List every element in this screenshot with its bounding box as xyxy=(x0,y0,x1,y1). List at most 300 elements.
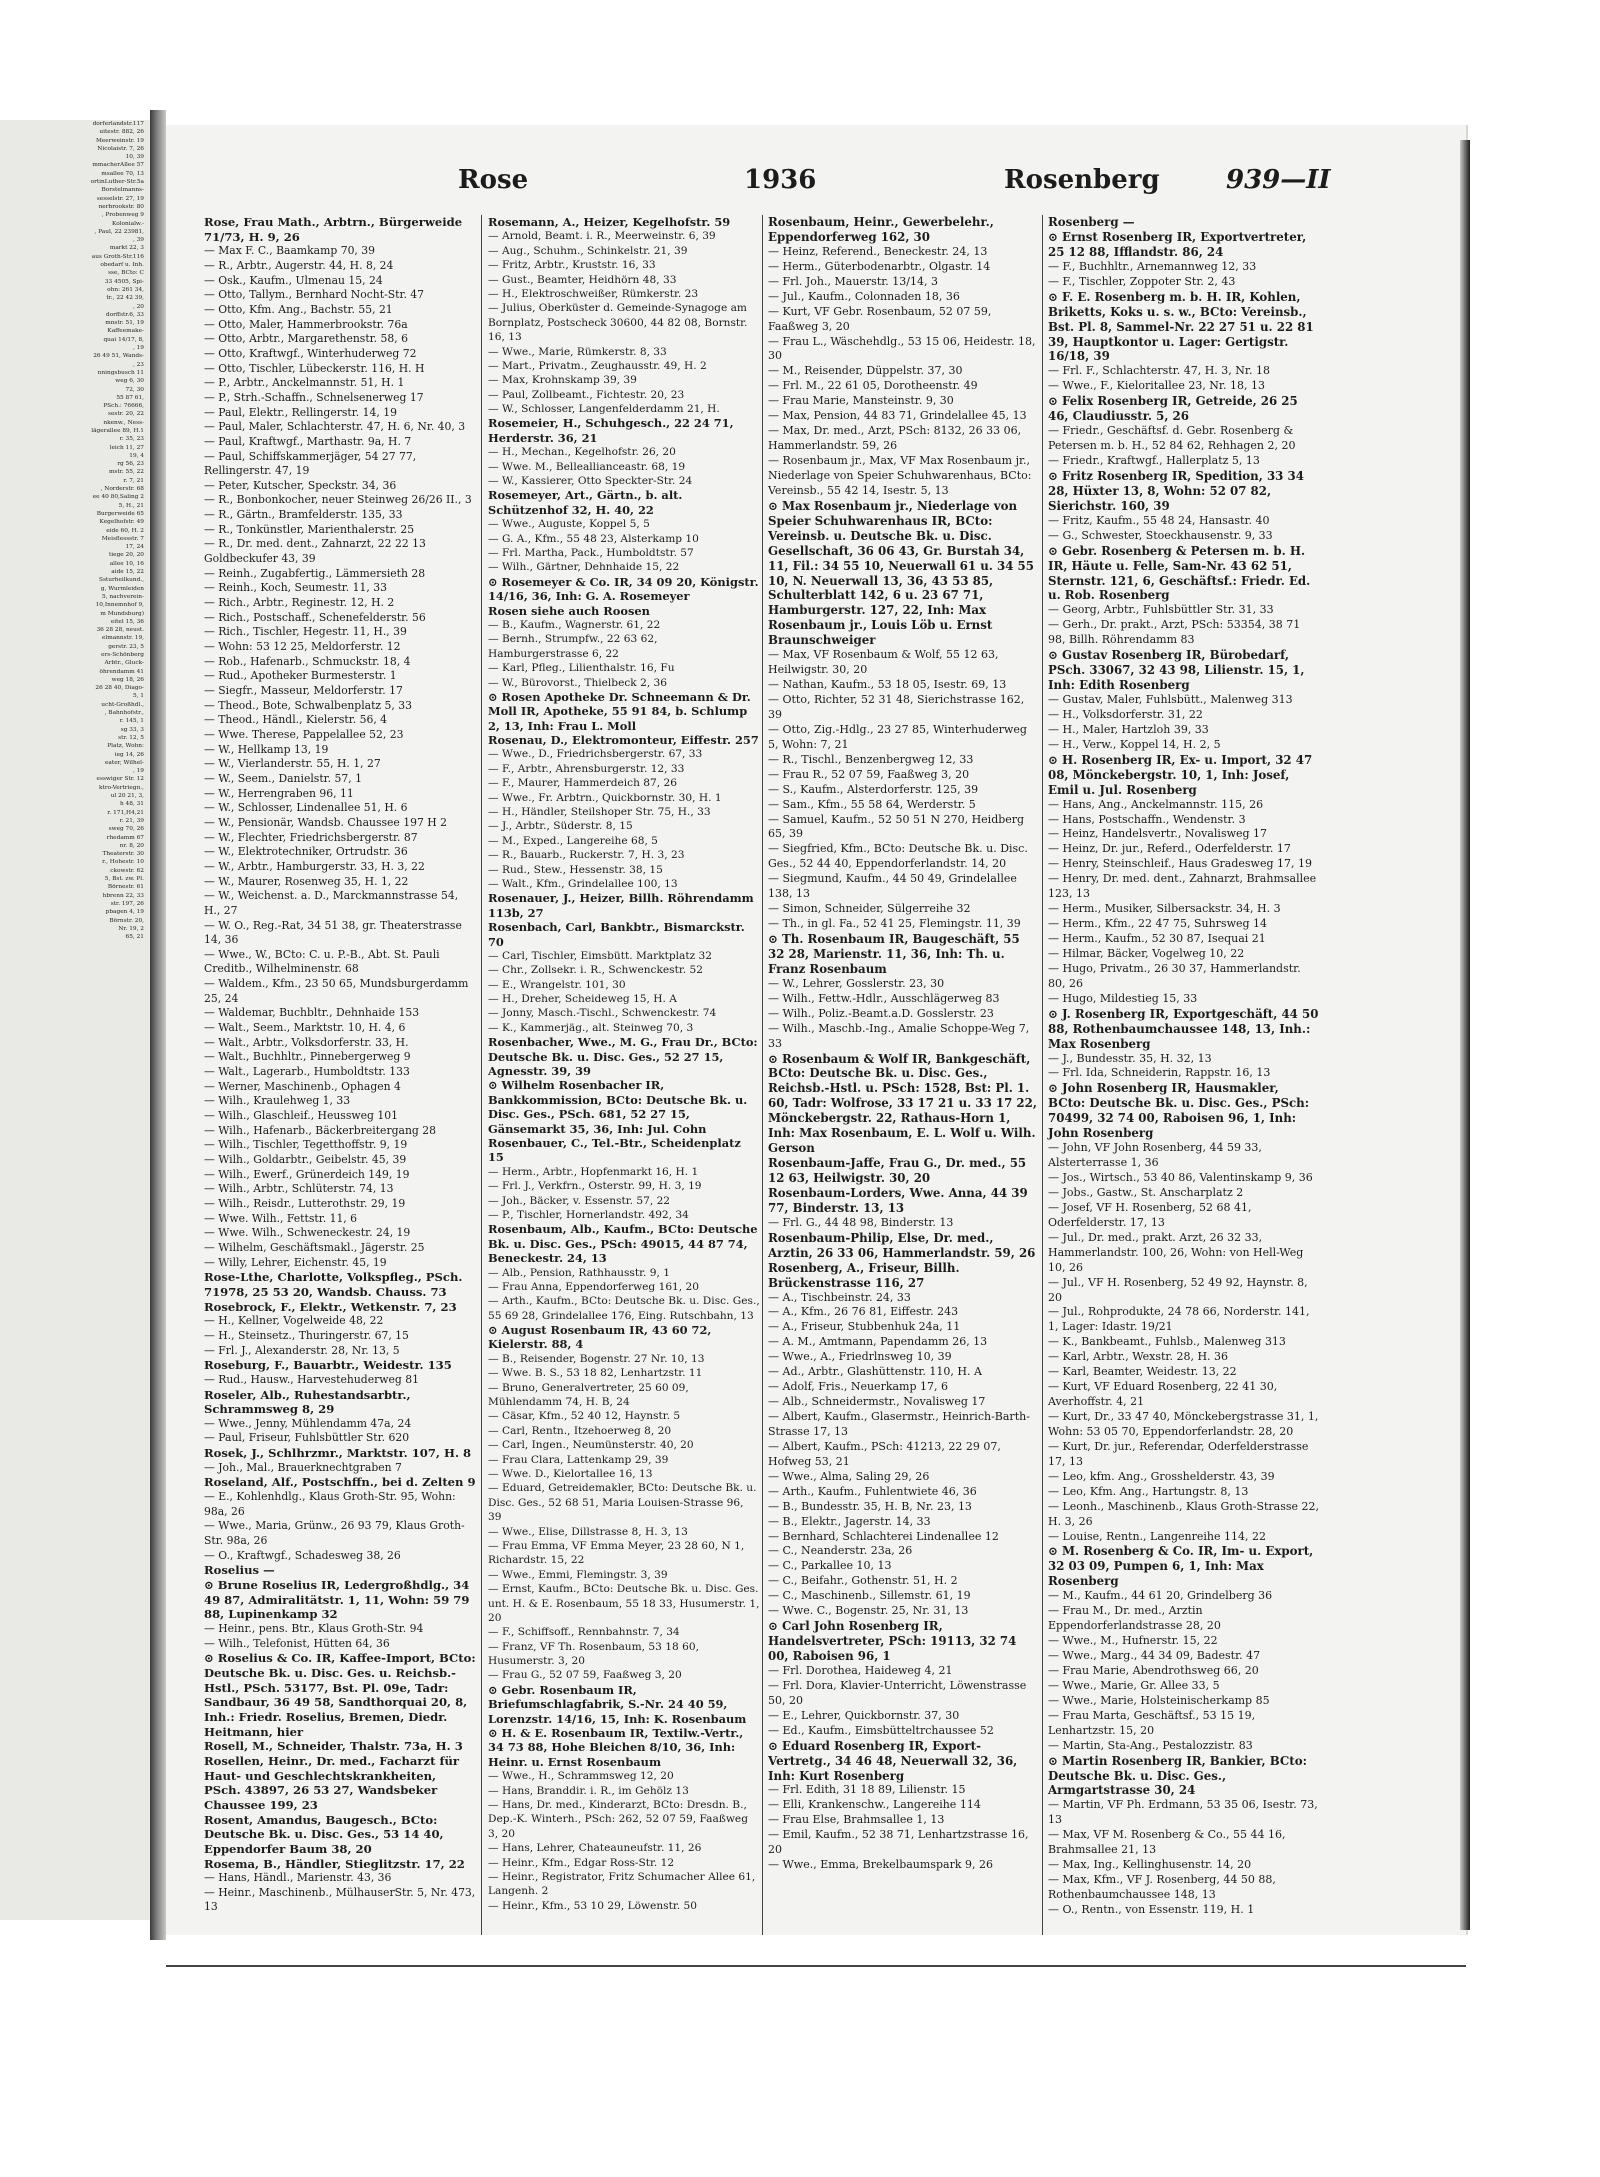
directory-entry: — Joh., Bäcker, v. Essenstr. 57, 22 xyxy=(488,1194,671,1207)
adjacent-page-line: öhrendamm 41 xyxy=(99,668,144,675)
directory-entry: Rosema, B., Händler, Stieglitzstr. 17, 22 xyxy=(204,1856,465,1871)
directory-entry: — Kurt, VF Gebr. Rosenbaum, 52 07 59, Faaßweg 3, 20 xyxy=(768,304,992,333)
directory-entry: — Franz, VF Th. Rosenbaum, 53 18 60, Husumerstr. 3, 20 xyxy=(488,1640,699,1668)
directory-entry: — H., Elektroschweißer, Rümkerstr. 23 xyxy=(488,287,699,300)
directory-entry: — Wilh., Tischler, Tegetthoffstr. 9, 19 xyxy=(204,1138,408,1152)
directory-entry: — Otto, Tallym., Bernhard Nocht-Str. 47 xyxy=(204,288,425,302)
directory-entry: — Elli, Krankenschw., Langereihe 114 xyxy=(768,1798,981,1812)
adjacent-page-line: quai 14/17, 8, xyxy=(103,336,144,343)
directory-column-3 xyxy=(768,215,1040,1873)
directory-entry: — W. O., Reg.-Rat, 34 51 38, gr. Theaterstrasse 14, 36 xyxy=(204,918,462,947)
directory-entry: — Wwe., Jenny, Mühlendamm 47a, 24 xyxy=(204,1416,412,1430)
directory-entry: — Hugo, Mildestieg 15, 33 xyxy=(1048,991,1198,1005)
directory-entry: — Max F. C., Baamkamp 70, 39 xyxy=(204,244,376,258)
directory-entry: — Theod., Bote, Schwalbenplatz 5, 33 xyxy=(204,698,413,712)
adjacent-page-line: nningsbusch 11 xyxy=(97,369,144,376)
directory-entry: Rosemeier, H., Schuhgesch., 22 24 71, Herderstr. 36, 21 xyxy=(488,416,734,445)
directory-entry: — Adolf, Fris., Neuerkamp 17, 6 xyxy=(768,1380,949,1394)
adjacent-page-line: r. 7, 21 xyxy=(123,477,144,484)
directory-entry: — Rud., Apotheker Burmesterstr. 1 xyxy=(204,669,397,683)
directory-entry: — Frau L., Wäschehdlg., 53 15 06, Heidestr. 18, 30 xyxy=(768,334,1036,363)
adjacent-page-line: , Norderstr. 68 xyxy=(100,486,144,493)
directory-entry: — Wwe., Emma, Brekelbaumspark 9, 26 xyxy=(768,1858,993,1872)
directory-entry: — Herm., Kaufm., 52 30 87, Isequai 21 xyxy=(1048,932,1266,945)
adjacent-page-line: Börnestr. 61 xyxy=(107,884,144,891)
directory-entry: — Herm., Kfm., 22 47 75, Suhrsweg 14 xyxy=(1048,917,1268,931)
directory-entry: — Gerh., Dr. prakt., Arzt, PSch: 53354, 38 71 98, Billh. Röhrendamm 83 xyxy=(1048,618,1301,647)
directory-entry: — M., Kaufm., 44 61 20, Grindelberg 36 xyxy=(1048,1589,1273,1603)
column-rule xyxy=(762,215,763,1935)
adjacent-page-line: 36 28 28, neust. xyxy=(96,627,144,634)
directory-entry: — H., Dreher, Scheideweg 15, H. A xyxy=(488,993,677,1006)
adjacent-page-line: , 19 xyxy=(132,768,144,775)
book-binding xyxy=(150,110,166,1940)
header-first-name: Rose xyxy=(458,165,529,195)
directory-entry: — Frl. J., Alexanderstr. 28, Nr. 13, 5 xyxy=(204,1343,400,1357)
directory-entry: — Frau Else, Brahmsallee 1, 13 xyxy=(768,1813,945,1827)
adjacent-page-line: tr., 22 42 39, xyxy=(106,295,144,302)
directory-entry: ⊙ F. E. Rosenberg m. b. H. IR, Kohlen, Briketts, Koks u. s. w., BCto: Vereinsb., Bst. Pl. 8, Sammel-Nr. 22 27 51 u. 22 81 39, Hauptkontor u. Lager: Gertigstr. 16/18, 39 xyxy=(1048,289,1314,364)
adjacent-page-line: 26 49 51, Wands- xyxy=(93,353,144,360)
directory-entry: — C., Beifahr., Gothenstr. 51, H. 2 xyxy=(768,1574,958,1588)
adjacent-page-line: ee 40 80,Saling 2 xyxy=(92,494,144,501)
adjacent-page-line: Borstelmanns- xyxy=(101,187,144,194)
adjacent-page-line: ul 20 21, 3, xyxy=(110,793,144,800)
directory-entry: — Otto, Zig.-Hdlg., 23 27 85, Winterhuderweg 5, Wohn: 7, 21 xyxy=(768,722,1027,751)
directory-entry: — Hans, Lehrer, Chateauneufstr. 11, 26 xyxy=(488,1842,702,1855)
directory-entry: — Wohn: 53 12 25, Meldorferstr. 12 xyxy=(204,640,401,654)
directory-entry: ⊙ Martin Rosenberg IR, Bankier, BCto: Deutsche Bk. u. Disc. Ges., Armgartstrasse 30, 24 xyxy=(1048,1753,1307,1798)
directory-entry: — Frl. Martha, Pack., Humboldtstr. 57 xyxy=(488,546,694,559)
directory-entry: — Eduard, Getreidemakler, BCto: Deutsche Bk. u. Disc. Ges., 52 68 51, Maria Louisen-Strasse 96, 39 xyxy=(488,1482,757,1524)
directory-entry: — W., Bürovorst., Thielbeck 2, 36 xyxy=(488,676,668,689)
directory-entry: — Wwe., Alma, Saling 29, 26 xyxy=(768,1469,930,1483)
directory-entry: — G. A., Kfm., 55 48 23, Alsterkamp 10 xyxy=(488,532,699,545)
directory-entry: — Waldem., Kfm., 23 50 65, Mundsburgerdamm 25, 24 xyxy=(204,977,469,1005)
directory-entry: — C., Maschinenb., Sillemstr. 61, 19 xyxy=(768,1589,971,1603)
header-page-number: 939—II xyxy=(1226,165,1331,195)
directory-entry: — Otto, Kraftwgf., Winterhuderweg 72 xyxy=(204,346,417,360)
directory-entry: — Fritz, Arbtr., Kruststr. 16, 33 xyxy=(488,259,656,272)
directory-entry: Rosenbaum, Heinr., Gewerbelehr., Eppendorferweg 162, 30 xyxy=(768,215,994,244)
directory-entry: — Frau Marta, Geschäftsf., 53 15 19, Lenhartzstr. 15, 20 xyxy=(1048,1708,1256,1737)
directory-entry: — Siegmund, Kaufm., 44 50 49, Grindelallee 138, 13 xyxy=(768,872,1017,901)
adjacent-page-line: , Paul, 22 23981, xyxy=(94,228,144,235)
column-rule xyxy=(1042,215,1043,1935)
directory-entry: — Rud., Stew., Hessenstr. 38, 15 xyxy=(488,863,663,876)
adjacent-page-line: msallee 70, 13 xyxy=(101,170,144,177)
directory-page xyxy=(166,125,1466,1935)
directory-entry: — Ad., Arbtr., Glashüttenstr. 110, H. A xyxy=(768,1365,982,1379)
directory-entry: — Hilmar, Bäcker, Vogelweg 10, 22 xyxy=(1048,946,1245,960)
adjacent-page-line: aus Groth-Str.116 xyxy=(91,253,144,260)
directory-entry: — Jul., VF H. Rosenberg, 52 49 92, Haynstr. 8, 20 xyxy=(1048,1275,1308,1304)
directory-entry: — Frl. Ida, Schneiderin, Rappstr. 16, 13 xyxy=(1048,1066,1271,1080)
directory-entry: — A. M., Amtmann, Papendamm 26, 13 xyxy=(768,1335,988,1349)
directory-entry: — Wwe., Marie, Gr. Allee 33, 5 xyxy=(1048,1678,1220,1692)
adjacent-page-line: nr. 8, 20 xyxy=(119,842,144,849)
adjacent-page-line: 5, nachverein- xyxy=(102,593,144,600)
directory-entry: — Wwe. D., Kielortallee 16, 13 xyxy=(488,1467,653,1480)
directory-entry: — H., Verw., Koppel 14, H. 2, 5 xyxy=(1048,737,1221,751)
directory-entry: — Kurt, Dr. jur., Referendar, Oderfelderstrasse 17, 13 xyxy=(1048,1439,1309,1468)
adjacent-page-line: Meerweinstr. 19 xyxy=(95,137,144,144)
adjacent-page-line: sg 33, 3 xyxy=(120,726,144,733)
directory-entry: — Friedr., Kraftwgf., Hallerplatz 5, 13 xyxy=(1048,454,1260,467)
directory-entry: — Bernhard, Schlachterei Lindenallee 12 xyxy=(768,1529,999,1543)
directory-entry: — Friedr., Geschäftsf. d. Gebr. Rosenberg & Petersen m. b. H., 52 84 62, Rehhagen 2, 20 xyxy=(1048,424,1296,453)
directory-entry: — Wwe. B. S., 53 18 82, Lenhartzstr. 11 xyxy=(488,1367,703,1380)
adjacent-page-line: r. 145, 1 xyxy=(119,718,144,725)
directory-entry: — Walt., Seem., Marktstr. 10, H. 4, 6 xyxy=(204,1021,406,1035)
adjacent-page-line: eater, Wilhel- xyxy=(104,759,144,766)
directory-entry: — W., Maurer, Rosenweg 35, H. 1, 22 xyxy=(204,874,409,888)
directory-entry: — R., Bonbonkocher, neuer Steinweg 26/26 II., 3 xyxy=(204,493,472,507)
directory-entry: — Frau G., 52 07 59, Faaßweg 3, 20 xyxy=(488,1669,682,1682)
directory-entry: — H., Mechan., Kegelhofstr. 26, 20 xyxy=(488,446,676,459)
directory-entry: — O., Rentn., von Essenstr. 119, H. 1 xyxy=(1048,1902,1255,1916)
adjacent-page-line: nerbrookstr. 80 xyxy=(98,203,144,210)
directory-entry: — W., Seem., Danielstr. 57, 1 xyxy=(204,771,362,785)
directory-entry: — Werner, Maschinenb., Ophagen 4 xyxy=(204,1079,401,1093)
adjacent-page-line: ckowstr. 62 xyxy=(110,867,144,874)
adjacent-page-line: Arbtr., Gluck- xyxy=(104,660,144,667)
adjacent-page-line: 33 4505, Spi- xyxy=(104,278,144,285)
directory-entry: — Waldemar, Buchbltr., Dehnhaide 153 xyxy=(204,1006,420,1020)
directory-entry: — Wilh., Arbtr., Schlüterstr. 74, 13 xyxy=(204,1182,394,1196)
directory-entry: ⊙ Rosen Apotheke Dr. Schneemann & Dr. Moll IR, Apotheke, 55 91 84, b. Schlump 2, 13, Inh: Frau L. Moll xyxy=(488,689,751,733)
directory-entry: — Wwe., Elise, Dillstrasse 8, H. 3, 13 xyxy=(488,1525,688,1538)
directory-entry: — M., Exped., Langereihe 68, 5 xyxy=(488,834,658,847)
directory-entry: — Wilh., Gärtner, Dehnhaide 15, 22 xyxy=(488,561,680,574)
page-edge-shadow xyxy=(1460,140,1470,1930)
adjacent-page-line: 55 87 61, xyxy=(116,394,144,401)
directory-entry: — Wwe., Fr. Arbtrn., Quickbornstr. 30, H. 1 xyxy=(488,791,722,804)
directory-entry: — Otto, Richter, 52 31 48, Sierichstrasse 162, 39 xyxy=(768,693,1025,721)
directory-entry: — Jul., Kaufm., Colonnaden 18, 36 xyxy=(768,289,960,303)
adjacent-page-line: 72, 30 xyxy=(125,386,144,393)
directory-entry: Roseler, Alb., Ruhestandsarbtr., Schrammsweg 8, 29 xyxy=(204,1387,411,1417)
adjacent-page-line: 17, 24 xyxy=(125,544,144,551)
directory-entry: — Wwe., H., Schrammsweg 12, 20 xyxy=(488,1770,674,1783)
directory-entry: — Georg, Arbtr., Fuhlsbüttler Str. 31, 33 xyxy=(1048,603,1274,617)
directory-entry: Roselius — xyxy=(204,1563,275,1578)
directory-entry: — Jobs., Gastw., St. Anscharplatz 2 xyxy=(1048,1185,1244,1199)
directory-entry: Rosent, Amandus, Baugesch., BCto: Deutsche Bk. u. Disc. Ges., 53 14 40, Eppendorfer Baum 38, 20 xyxy=(204,1812,444,1856)
directory-entry: Rose-Lthe, Charlotte, Volkspfleg., PSch. 71978, 25 53 20, Wandsb. Chauss. 73 xyxy=(204,1270,463,1299)
adjacent-page-line: dorferlandstr.117 xyxy=(92,121,144,127)
adjacent-page-line: Kolonialw.- xyxy=(112,220,144,227)
adjacent-page-line: Meisflessstr. 7 xyxy=(101,535,144,542)
directory-entry: Roseburg, F., Bauarbtr., Weidestr. 135 xyxy=(204,1358,452,1373)
directory-entry: Rosenbach, Carl, Bankbtr., Bismarckstr. 70 xyxy=(488,920,745,949)
directory-entry: — Wwe. Wilh., Fettstr. 11, 6 xyxy=(204,1211,358,1225)
directory-entry: Rosenberg — xyxy=(1048,215,1135,229)
adjacent-page-line: 5, H., 21 xyxy=(118,502,144,509)
directory-entry: — B., Reisender, Bogenstr. 27 Nr. 10, 13 xyxy=(488,1352,705,1365)
directory-entry: — A., Friseur, Stubbenhuk 24a, 11 xyxy=(768,1320,961,1334)
directory-entry: — Otto, Kfm. Ang., Bachstr. 55, 21 xyxy=(204,302,393,316)
directory-entry: — Wwe., D., Friedrichsbergerstr. 67, 33 xyxy=(488,748,703,761)
directory-entry: — Th., in gl. Fa., 52 41 25, Flemingstr. 11, 39 xyxy=(768,917,1021,931)
directory-entry: — J., Bundesstr. 35, H. 32, 13 xyxy=(1048,1051,1212,1065)
directory-entry: — H., Steinsetz., Thuringerstr. 67, 15 xyxy=(204,1328,409,1342)
directory-entry: — Paul, Maler, Schlachterstr. 47, H. 6, Nr. 40, 3 xyxy=(204,420,466,434)
directory-entry: — G., Schwester, Stoeckhausenstr. 9, 33 xyxy=(1048,528,1273,542)
directory-entry: — Heinz, Referend., Beneckestr. 24, 13 xyxy=(768,244,988,258)
adjacent-page-line: uitestr. 882, 26 xyxy=(99,129,144,136)
adjacent-page-line: ortinLuther-Str.5a xyxy=(90,179,144,186)
directory-entry: ⊙ Carl John Rosenberg IR, Handelsvertreter, PSch: 19113, 32 74 00, Raboisen 96, 1 xyxy=(768,1619,1017,1663)
directory-entry: — H., Kellner, Vogelweide 48, 22 xyxy=(204,1314,384,1328)
adjacent-page-line: m Mundsburg) xyxy=(100,610,144,617)
adjacent-page-line: str. 197, 26 xyxy=(110,900,144,907)
directory-entry: — Frl. Dora, Klavier-Unterricht, Löwenstrasse 50, 20 xyxy=(768,1678,1027,1707)
directory-entry: — Alb., Schneidermstr., Novalisweg 17 xyxy=(768,1395,986,1409)
header-last-name: Rosenberg xyxy=(1004,165,1160,195)
directory-entry: — E., Wrangelstr. 101, 30 xyxy=(488,978,626,991)
adjacent-page-line: sesselstr. 27, 19 xyxy=(96,195,144,202)
adjacent-page-line: rg 56, 23 xyxy=(117,461,144,468)
directory-entry: — W., Flechter, Friedrichsbergerstr. 87 xyxy=(204,830,418,844)
directory-entry: ⊙ Eduard Rosenberg IR, Export-Vertretg., 34 46 48, Neuerwall 32, 36, Inh: Kurt Rosenberg xyxy=(768,1738,1018,1783)
directory-entry: Rosek, J., Schlhrzmr., Marktstr. 107, H. 8 xyxy=(204,1446,472,1461)
directory-entry: — Paul, Schiffskammerjäger, 54 27 77, Rellingerstr. 47, 19 xyxy=(204,449,417,478)
directory-entry: ⊙ Brune Roselius IR, Ledergroßhdlg., 34 49 87, Admiralitätstr. 1, 11, Wohn: 59 79 88, Lupinenkamp 32 xyxy=(204,1578,470,1622)
directory-entry: — F., Tischler, Zoppoter Str. 2, 43 xyxy=(1048,274,1236,288)
directory-entry: — Leo, kfm. Ang., Grosshelderstr. 43, 39 xyxy=(1048,1469,1275,1483)
directory-column-1 xyxy=(204,215,476,1915)
directory-entry: — Walt., Arbtr., Volksdorferstr. 33, H. xyxy=(204,1035,409,1049)
directory-entry: — W., Schlosser, Langenfelderdamm 21, H. xyxy=(488,403,720,416)
directory-entry: — W., Schlosser, Lindenallee 51, H. 6 xyxy=(204,801,408,815)
adjacent-page-line: 10,Innemnhof 9, xyxy=(95,602,144,609)
directory-entry: — Jos., Wirtsch., 53 40 86, Valentinskamp 9, 36 xyxy=(1048,1171,1313,1184)
directory-entry: Rosenbacher, Wwe., M. G., Frau Dr., BCto: Deutsche Bk. u. Disc. Ges., 52 27 15, Agnesstr. 39, 39 xyxy=(488,1035,758,1079)
directory-entry: — R., Tonkünstler, Marienthalerstr. 25 xyxy=(204,522,415,536)
directory-entry: — F., Schiffsoff., Rennbahnstr. 7, 34 xyxy=(488,1626,680,1639)
directory-entry: — Arnold, Beamt. i. R., Meerweinstr. 6, 39 xyxy=(488,230,716,243)
directory-entry: — Bernh., Strumpfw., 22 63 62, Hamburgerstrasse 6, 22 xyxy=(488,633,658,660)
directory-entry: — Albert, Kaufm., PSch: 41213, 22 29 07, Hofweg 53, 21 xyxy=(768,1439,1001,1468)
column-rule xyxy=(481,215,482,1935)
directory-entry: — Kurt, Dr., 33 47 40, Mönckebergstrasse 31, 1, Wohn: 53 05 70, Eppendorferlandstr. 28, 20 xyxy=(1048,1410,1319,1438)
directory-entry: — W., Weichenst. a. D., Marckmannstrasse 54, H., 27 xyxy=(204,889,459,917)
directory-entry: — H., Händler, Steilshoper Str. 75, H., 33 xyxy=(488,806,711,819)
directory-entry: — Heinr., pens. Btr., Klaus Groth-Str. 94 xyxy=(204,1622,424,1635)
directory-entry: — Heinr., Kfm., Edgar Ross-Str. 12 xyxy=(488,1856,675,1869)
directory-entry: — Max, VF Rosenbaum & Wolf, 55 12 63, Heilwigstr. 30, 20 xyxy=(768,648,999,677)
directory-entry: — F., Maurer, Hammerdeich 87, 26 xyxy=(488,777,677,790)
directory-entry: — Jul., Dr. med., prakt. Arzt, 26 32 33, Hammerlandstr. 100, 26, Wohn: von Hell-Weg 10, 26 xyxy=(1048,1230,1304,1274)
directory-entry: Rosellen, Heinr., Dr. med., Facharzt für Haut- und Geschlechtskrankheiten, PSch. 43897, 26 53 27, Wandsbeker Chaussee 199, 23 xyxy=(204,1753,460,1812)
directory-entry: — A., Tischbeinstr. 24, 33 xyxy=(768,1290,911,1304)
adjacent-page-line: ucht-Großhdl., xyxy=(101,701,144,708)
directory-entry: — Rob., Hafenarb., Schmuckstr. 18, 4 xyxy=(204,654,411,668)
adjacent-page-line: g, Wurmleiden xyxy=(100,585,144,592)
directory-entry: — C., Parkallee 10, 13 xyxy=(768,1559,892,1573)
directory-entry: Roseland, Alf., Postschffn., bei d. Zelten 9 xyxy=(204,1475,476,1490)
directory-entry: — Rich., Arbtr., Reginestr. 12, H. 2 xyxy=(204,596,395,610)
directory-entry: — Wilh., Fettw.-Hdlr., Ausschlägerweg 83 xyxy=(768,991,1000,1005)
adjacent-page-line: Ssturheilkund., xyxy=(98,577,144,584)
directory-entry: — W., Hellkamp 13, 19 xyxy=(204,742,329,756)
directory-entry: — R., Arbtr., Augerstr. 44, H. 8, 24 xyxy=(204,258,394,272)
directory-entry: — Wwe., W., BCto: C. u. P.-B., Abt. St. Pauli Creditb., Wilhelminenstr. 68 xyxy=(204,947,440,976)
adjacent-page-line: elmannstr. 19, xyxy=(101,635,144,642)
directory-entry: — Hans, Dr. med., Kinderarzt, BCto: Dresdn. B., Dep.-K. Winterh., PSch: 262, 52 07 59, Faaßweg 3, 20 xyxy=(488,1798,748,1840)
directory-entry: — Max, Krohnskamp 39, 39 xyxy=(488,374,637,387)
adjacent-page-line: , Bahnhofstr., xyxy=(104,710,144,717)
directory-entry: Rosenau, D., Elektromonteur, Eiffestr. 257 xyxy=(488,733,759,748)
directory-entry: — Max, Kfm., VF J. Rosenberg, 44 50 88, Rothenbaumchaussee 148, 13 xyxy=(1048,1873,1276,1901)
page-header xyxy=(166,165,1466,201)
directory-entry: — W., Pensionär, Wandsb. Chaussee 197 H 2 xyxy=(204,815,448,829)
directory-entry: — Max, VF M. Rosenberg & Co., 55 44 16, Brahmsallee 21, 13 xyxy=(1048,1828,1286,1857)
adjacent-page-line: Theaterstr. 30 xyxy=(102,851,144,858)
adjacent-page-line: ktro-Vertriegn., xyxy=(98,784,144,791)
adjacent-page-line: mmacherAllee 57 xyxy=(92,162,144,169)
directory-entry: — Rud., Hausw., Harvestehuderweg 81 xyxy=(204,1372,419,1386)
adjacent-page-line: , 39 xyxy=(132,237,144,244)
directory-entry: — Frau R., 52 07 59, Faaßweg 3, 20 xyxy=(768,767,970,781)
directory-entry: — Mart., Privatm., Zeughausstr. 49, H. 2 xyxy=(488,359,707,372)
directory-entry: — Arth., Kaufm., Fuhlentwiete 46, 36 xyxy=(768,1484,977,1498)
adjacent-page-line: dorffstr.6, 33 xyxy=(105,311,144,318)
adjacent-page-line: pbagen 4, 19 xyxy=(105,909,144,916)
adjacent-page-line: sweg 70, 26 xyxy=(108,826,144,833)
directory-entry: Rosebrock, F., Elektr., Wetkenstr. 7, 23 xyxy=(204,1299,457,1314)
directory-entry: — Sam., Kfm., 55 58 64, Werderstr. 5 xyxy=(768,797,976,811)
directory-entry: — Wilh., Poliz.-Beamt.a.D. Gosslerstr. 23 xyxy=(768,1006,994,1020)
directory-entry: — Josef, VF H. Rosenberg, 52 68 41, Oderfelderstr. 17, 13 xyxy=(1048,1200,1252,1229)
directory-entry: — Aug., Schuhm., Schinkelstr. 21, 39 xyxy=(488,244,688,257)
directory-entry: — Otto, Maler, Hammerbrookstr. 76a xyxy=(204,317,408,331)
directory-entry: ⊙ J. Rosenberg IR, Exportgeschäft, 44 50 88, Rothenbaumchaussee 148, 13, Inh.: Max Rosenberg xyxy=(1048,1006,1319,1051)
directory-entry: Rosemeyer, Art., Gärtn., b. alt. Schützenhof 32, H. 40, 22 xyxy=(488,488,683,517)
directory-entry: — B., Bundesstr. 35, H. B, Nr. 23, 13 xyxy=(768,1499,972,1513)
directory-entry: — Wilh., Telefonist, Hütten 64, 36 xyxy=(204,1636,390,1650)
adjacent-page-line: gerstr. 23, 5 xyxy=(108,643,144,650)
directory-entry: — Carl, Ingen., Neumünsterstr. 40, 20 xyxy=(488,1439,694,1452)
directory-entry: — Frl. Joh., Mauerstr. 13/14, 3 xyxy=(768,274,938,288)
directory-entry: — W., Elektrotechniker, Ortrudstr. 36 xyxy=(204,845,408,859)
adjacent-page-line: weg 6, 30 xyxy=(115,378,144,385)
directory-entry: — Wwe., Auguste, Koppel 5, 5 xyxy=(488,518,650,531)
adjacent-page-line: r. 35, 23 xyxy=(119,436,144,443)
directory-entry: — B., Elektr., Jagerstr. 14, 33 xyxy=(768,1514,931,1528)
directory-entry: — Walt., Kfm., Grindelallee 100, 13 xyxy=(488,877,678,890)
directory-entry: — Chr., Zollsekr. i. R., Schwenckestr. 52 xyxy=(488,964,703,977)
directory-entry: — Louise, Rentn., Langenreihe 114, 22 xyxy=(1048,1529,1266,1543)
directory-entry: — Herm., Güterbodenarbtr., Olgastr. 14 xyxy=(768,259,991,273)
directory-entry: ⊙ Wilhelm Rosenbacher IR, Bankkommission, BCto: Deutsche Bk. u. Disc. Ges., PSch. 681, 52 27 15, Gänsemarkt 35, 36, Inh: Jul. Cohn xyxy=(488,1078,748,1136)
directory-entry: — Hans, Branddir. i. R., im Gehölz 13 xyxy=(488,1784,689,1797)
adjacent-page-line: Kegelhofstr. 49 xyxy=(99,519,144,526)
adjacent-page-line: ieg 14, 26 xyxy=(114,751,144,758)
adjacent-page-line: aide 15, 22 xyxy=(111,569,144,576)
directory-entry: — Wwe. Wilh., Schweneckestr. 24, 19 xyxy=(204,1226,411,1240)
adjacent-page-strip xyxy=(0,120,153,1920)
header-year: 1936 xyxy=(744,165,817,195)
directory-entry: — Max, Pension, 44 83 71, Grindelallee 45, 13 xyxy=(768,409,1027,423)
directory-entry: — Wwe., M., Hufnerstr. 15, 22 xyxy=(1048,1634,1218,1648)
directory-entry: — Fritz, Kaufm., 55 48 24, Hansastr. 40 xyxy=(1048,513,1270,527)
directory-entry: — Wilh., Goldarbtr., Geibelstr. 45, 39 xyxy=(204,1153,407,1166)
directory-entry: Rosenbaum-Jaffe, Frau G., Dr. med., 55 12 63, Heilwigstr. 30, 20 xyxy=(768,1156,1027,1185)
directory-entry: — Martin, VF Ph. Erdmann, 53 35 06, Isestr. 73, 13 xyxy=(1048,1798,1318,1827)
directory-entry: — Bruno, Generalvertreter, 25 60 09, Mühlendamm 74, H. B, 24 xyxy=(488,1381,689,1409)
adjacent-page-line: mstr. 55, 22 xyxy=(108,469,144,476)
directory-entry: — Frl. G., 44 48 98, Binderstr. 13 xyxy=(768,1215,954,1229)
adjacent-page-line: sestr. 20, 22 xyxy=(108,411,144,418)
directory-entry: ⊙ August Rosenbaum IR, 43 60 72, Kielerstr. 88, 4 xyxy=(488,1323,712,1352)
directory-entry: — E., Lehrer, Quickbornstr. 37, 30 xyxy=(768,1708,960,1722)
directory-entry: — Hans, Ang., Anckelmannstr. 115, 26 xyxy=(1048,797,1264,811)
directory-entry: — H., Maler, Hartzloh 39, 33 xyxy=(1048,722,1209,736)
directory-entry: — Max, Dr. med., Arzt, PSch: 8132, 26 33 06, Hammerlandstr. 59, 26 xyxy=(768,424,1022,453)
directory-entry: — R., Tischl., Benzenbergweg 12, 33 xyxy=(768,752,974,766)
directory-entry: Rosemann, A., Heizer, Kegelhofstr. 59 xyxy=(488,215,731,229)
directory-entry: — Nathan, Kaufm., 53 18 05, Isestr. 69, 13 xyxy=(768,678,1007,692)
directory-entry: — Herm., Musiker, Silbersackstr. 34, H. 3 xyxy=(1048,902,1281,916)
directory-column-2 xyxy=(488,215,760,1913)
adjacent-page-line: rhedamm 67 xyxy=(106,834,144,841)
directory-entry: — Carl, Tischler, Eimsbütt. Marktplatz 32 xyxy=(488,949,713,962)
directory-entry: — P., Arbtr., Anckelmannstr. 51, H. 1 xyxy=(204,376,405,390)
directory-entry: — Walt., Buchhltr., Pinnebergerweg 9 xyxy=(204,1050,411,1064)
directory-entry: — Rosenbaum jr., Max, VF Max Rosenbaum jr., Niederlage von Speier Schuhwarenhaus, BCto: Vereinsb., 55 42 14, Isestr. 5, 13 xyxy=(768,454,1032,497)
directory-entry: ⊙ Ernst Rosenberg IR, Exportvertreter, 25 12 88, Ifflandstr. 86, 24 xyxy=(1048,229,1307,259)
directory-entry: — F., Buchhltr., Arnemannweg 12, 33 xyxy=(1048,259,1257,273)
adjacent-page-line: r., Hohestr. 10 xyxy=(102,859,144,866)
adjacent-page-line: Platz, Wohn: xyxy=(107,743,144,750)
directory-entry: — Leo, Kfm. Ang., Hartungstr. 8, 13 xyxy=(1048,1484,1249,1498)
directory-entry: — Samuel, Kaufm., 52 50 51 N 270, Heidberg 65, 39 xyxy=(768,812,1025,841)
directory-entry: — Hans, Händl., Marienstr. 43, 36 xyxy=(204,1871,392,1885)
adjacent-page-line: leich 11, 27 xyxy=(109,444,144,451)
directory-entry: — Henry, Steinschleif., Haus Gradesweg 17, 19 xyxy=(1048,857,1312,871)
directory-entry: — Paul, Zollbeamt., Fichtestr. 20, 23 xyxy=(488,388,685,401)
adjacent-page-line: , 20 xyxy=(132,303,144,310)
directory-entry: — K., Kammerjäg., alt. Steinweg 70, 3 xyxy=(488,1021,694,1034)
adjacent-page-line: , 19 xyxy=(132,345,144,352)
directory-entry: ⊙ Fritz Rosenberg IR, Spedition, 33 34 28, Hüxter 13, 8, Wohn: 52 07 82, Sierichstr. 160, 39 xyxy=(1048,468,1304,513)
adjacent-page-line: str. 12, 5 xyxy=(118,734,144,741)
adjacent-page-line: 10, 39 xyxy=(125,154,144,161)
directory-entry: Rose, Frau Math., Arbtrn., Bürgerweide 71/73, H. 9, 26 xyxy=(204,215,463,244)
adjacent-page-line: allee 10, 16 xyxy=(109,560,144,567)
directory-entry: — Wilh., Hafenarb., Bäckerbreitergang 28 xyxy=(204,1123,436,1137)
directory-entry: ⊙ Gustav Rosenberg IR, Bürobedarf, PSch. 33067, 32 43 98, Lilienstr. 15, 1, Inh: Edith Rosenberg xyxy=(1048,648,1305,693)
adjacent-page-line: 19, 4 xyxy=(129,452,144,459)
directory-entry: Rosenbaum, Alb., Kaufm., BCto: Deutsche Bk. u. Disc. Ges., PSch: 49015, 44 87 74, Beneckestr. 24, 13 xyxy=(488,1222,758,1266)
adjacent-page-line: hbrenn 22, 33 xyxy=(102,892,144,899)
adjacent-page-line: eitel 15, 36 xyxy=(110,618,144,625)
directory-entry: — Peter, Kutscher, Speckstr. 34, 36 xyxy=(204,478,397,492)
directory-entry: — Paul, Elektr., Rellingerstr. 14, 19 xyxy=(204,405,397,419)
directory-entry: — Siegfr., Masseur, Meldorferstr. 17 xyxy=(204,684,403,697)
page-bottom-rule xyxy=(166,1965,1466,1967)
adjacent-page-line: mnstr. 51, 19 xyxy=(105,320,144,327)
directory-entry: Rosenbaum-Philip, Else, Dr. med., Arztin, 26 33 06, Hammerlandstr. 59, 26 xyxy=(768,1230,1036,1260)
directory-entry: — Frl. F., Schlachterstr. 47, H. 3, Nr. 18 xyxy=(1048,364,1270,378)
directory-entry: ⊙ Gebr. Rosenbaum IR, Briefumschlagfabrik, S.-Nr. 24 40 59, Lorenzstr. 14/16, 15, Inh: K. Rosenbaum xyxy=(488,1682,747,1726)
directory-entry: Rosenauer, J., Heizer, Billh. Röhrendamm 113b, 27 xyxy=(488,891,754,920)
directory-entry: — M., Reisender, Düppelstr. 37, 30 xyxy=(768,364,963,378)
adjacent-page-line: 65, 21 xyxy=(125,934,144,941)
directory-entry: — Heinz, Dr. jur., Referd., Oderfelderstr. 17 xyxy=(1048,842,1291,856)
